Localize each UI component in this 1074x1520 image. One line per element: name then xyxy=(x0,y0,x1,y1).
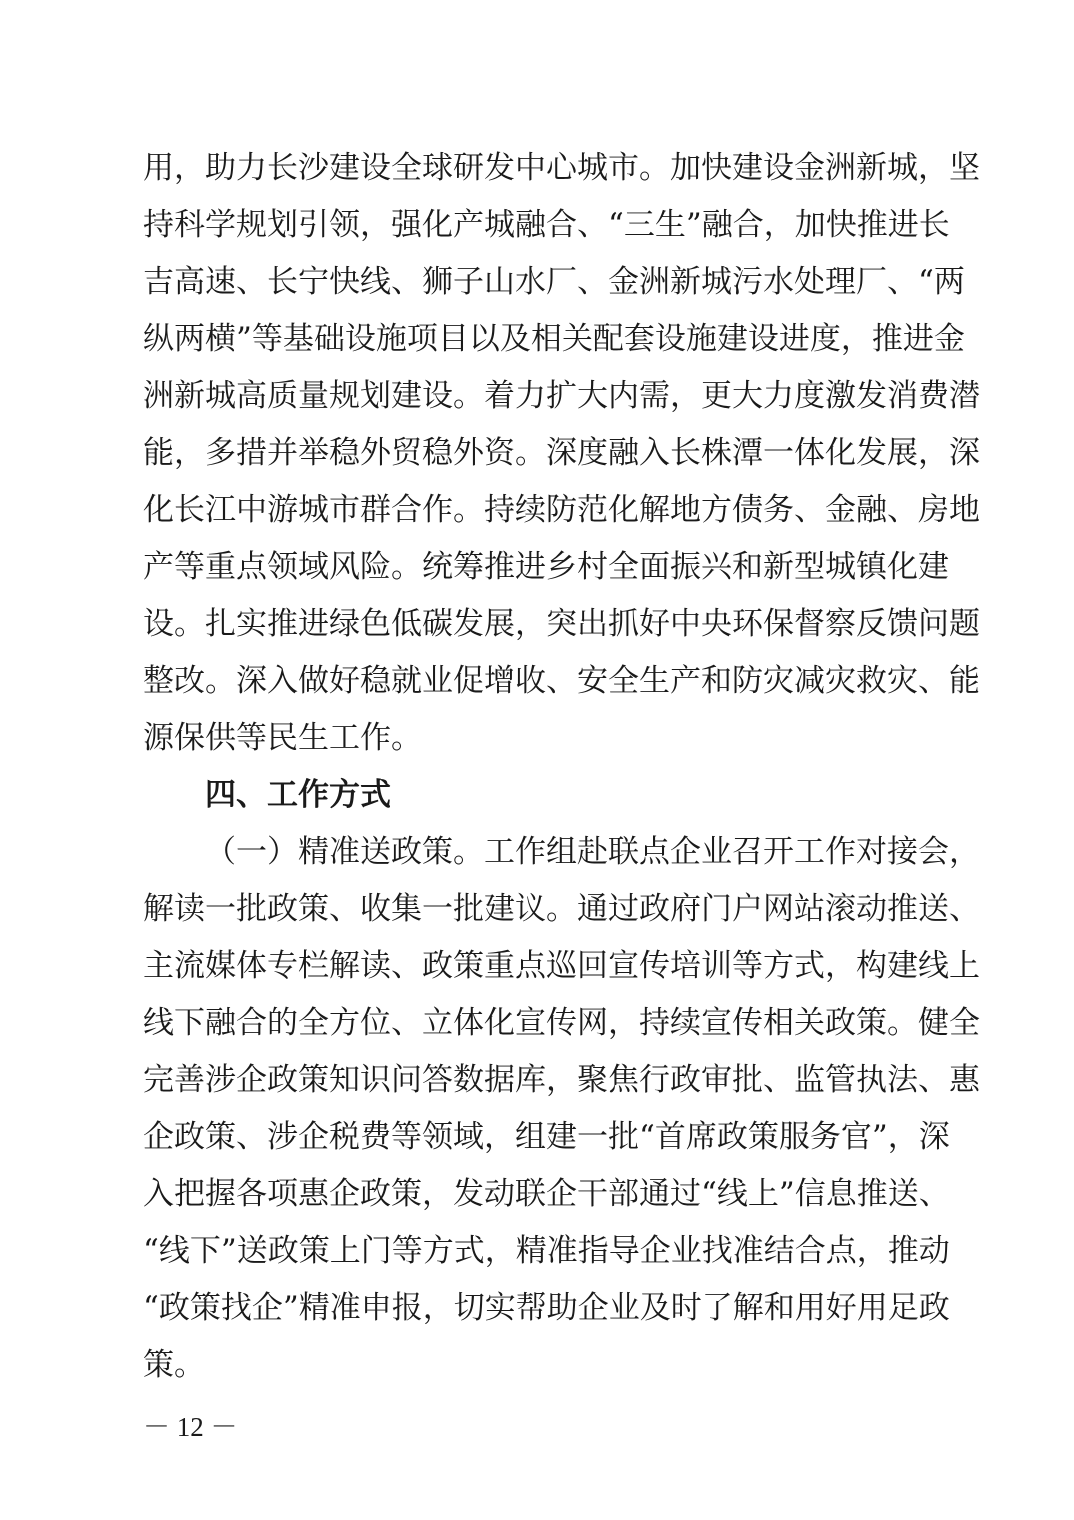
paragraph-line: 完善涉企政策知识问答数据库，聚焦行政审批、监管执法、惠 xyxy=(143,1062,980,1098)
paragraph-line: 源保供等民生工作。 xyxy=(143,720,422,756)
section-heading: 四、工作方式 xyxy=(205,777,391,813)
page-number: － 12 － xyxy=(143,1412,238,1442)
paragraph-line: 入把握各项惠企政策，发动联企干部通过“线上”信息推送、 xyxy=(143,1176,950,1212)
paragraph-line: 主流媒体专栏解读、政策重点巡回宣传培训等方式，构建线上 xyxy=(143,948,980,984)
paragraph-line: 能，多措并举稳外贸稳外资。深度融入长株潭一体化发展，深 xyxy=(143,435,980,471)
paragraph-line: 洲新城高质量规划建设。着力扩大内需，更大力度激发消费潜 xyxy=(143,378,980,414)
paragraph-line: 线下融合的全方位、立体化宣传网，持续宣传相关政策。健全 xyxy=(143,1005,980,1041)
paragraph-line: 解读一批政策、收集一批建议。通过政府门户网站滚动推送、 xyxy=(143,891,980,927)
paragraph-line: 产等重点领域风险。统筹推进乡村全面振兴和新型城镇化建 xyxy=(143,549,949,585)
paragraph-line: 策。 xyxy=(143,1347,205,1383)
paragraph-line: 化长江中游城市群合作。持续防范化解地方债务、金融、房地 xyxy=(143,492,980,528)
paragraph-line: 纵两横”等基础设施项目以及相关配套设施建设进度，推进金 xyxy=(143,321,965,357)
paragraph-line: 用，助力长沙建设全球研发中心城市。加快建设金洲新城，坚 xyxy=(143,150,980,186)
paragraph-line: 设。扎实推进绿色低碳发展，突出抓好中央环保督察反馈问题 xyxy=(143,606,980,642)
paragraph-line: “线下”送政策上门等方式，精准指导企业找准结合点，推动 xyxy=(143,1233,950,1269)
paragraph-line: “政策找企”精准申报，切实帮助企业及时了解和用好用足政 xyxy=(143,1290,950,1326)
paragraph-line: 企政策、涉企税费等领域，组建一批“首席政策服务官”，深 xyxy=(143,1119,950,1155)
paragraph-line: （一）精准送政策。工作组赴联点企业召开工作对接会， xyxy=(205,834,980,870)
paragraph-line: 吉高速、长宁快线、狮子山水厂、金洲新城污水处理厂、“两 xyxy=(143,264,965,300)
paragraph-line: 整改。深入做好稳就业促增收、安全生产和防灾减灾救灾、能 xyxy=(143,663,980,699)
paragraph-line: 持科学规划引领，强化产城融合、“三生”融合，加快推进长 xyxy=(143,207,950,243)
